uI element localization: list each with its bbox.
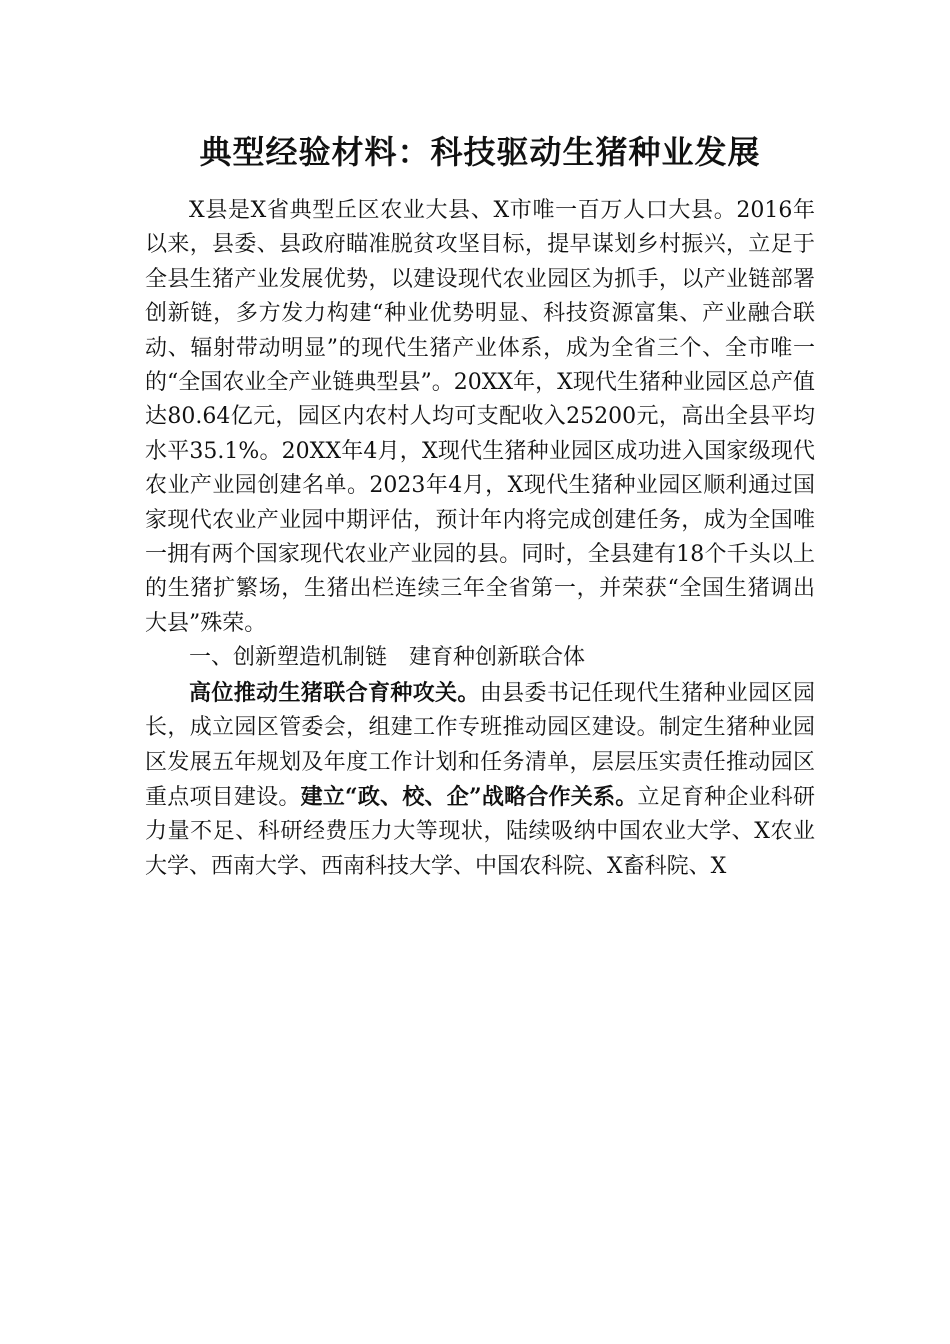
document-title: 典型经验材料：科技驱动生猪种业发展	[199, 133, 761, 171]
intro-paragraph: X县是X省典型丘区农业大县、X市唯一百万人口大县。2016年以来，县委、县政府瞄准脱贫攻坚目标，提早谋划乡村振兴，立足于全县生猪产业发展优势，以建设现代农业园区为抓手，以产业链部署创新链，多方发力构建“种业优势明显、科技资源富集、产业融合联动、辐射带动明显”的现代生猪产业体系，成为全省三个、全市唯一的“全国农业全产业链典型县”。20XX年，X现代生猪种业园区总产值达80.64亿元，园区内农村人均可支配收入25200元，高出全县平均水平35.1%。20XX年4月，X现代生猪种业园区成功进入国家级现代农业产业园创建名单。2023年4月，X现代生猪种业园区顺利通过国家现代农业产业园中期评估，预计年内将完成创建任务，成为全国唯一拥有两个国家现代农业产业园的县。同时，全县建有18个千头以上的生猪扩繁场，生猪出栏连续三年全省第一，并荣获“全国生猪调出大县”殊荣。	[145, 198, 815, 636]
paragraph-text: 立足育种企业科研力量不足、科研经费压力大等现状，陆续吸纳中国农业大学、X农业大学、西南大学、西南科技大学、中国农科院、X畜科院、X	[145, 784, 815, 879]
lead-sentence: 建立“政、校、企”战略合作关系。	[300, 783, 638, 810]
lead-sentence: 高位推动生猪联合育种攻关。	[189, 679, 480, 706]
section-heading: 一、创新塑造机制链 建育种创新联合体	[189, 645, 586, 671]
section-paragraph	[145, 676, 815, 884]
paragraph-text: 由县委书记任现代生猪种业园区园长，成立园区管委会，组建工作专班推动园区建设。制定生猪种业园区发展五年规划及年度工作计划和任务清单，层层压实责任推动园区重点项目建设。	[145, 680, 815, 810]
document-body	[145, 126, 815, 884]
